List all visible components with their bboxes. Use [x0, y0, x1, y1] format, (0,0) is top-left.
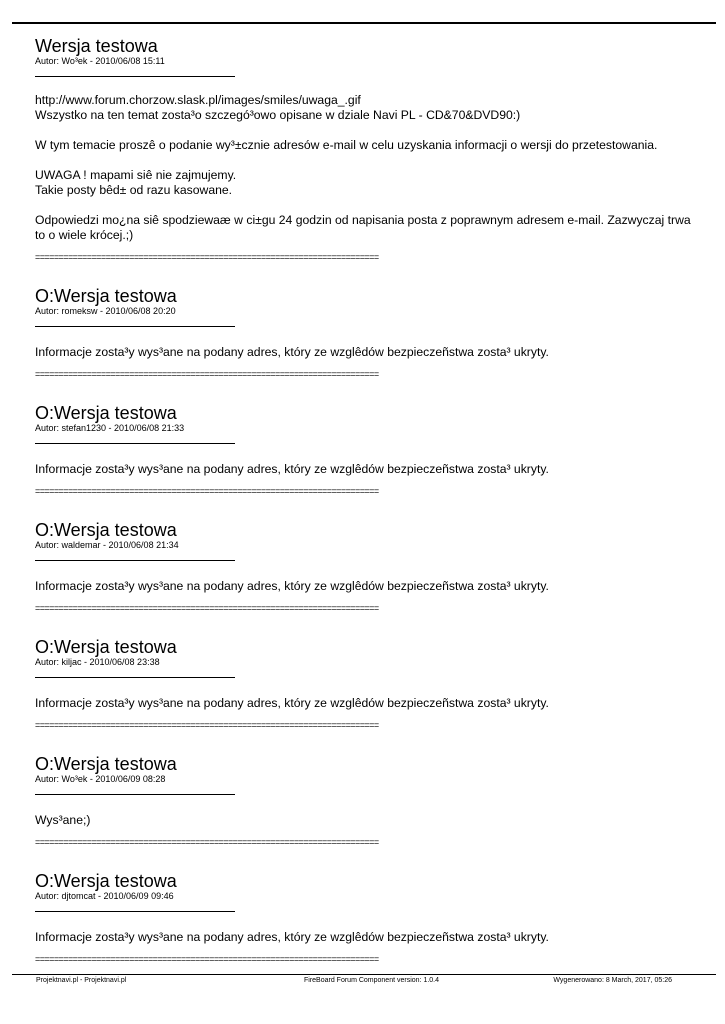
- post-separator: =========================================================================: [35, 486, 379, 496]
- forum-post: [35, 754, 695, 847]
- meta-divider: [35, 76, 235, 77]
- post-body: [35, 813, 695, 828]
- meta-divider: [35, 326, 235, 327]
- meta-divider: [35, 911, 235, 912]
- post-author-date: Autor: Wo³ek - 2010/06/08 15:11: [35, 56, 165, 66]
- post-separator: =========================================================================: [35, 720, 379, 730]
- post-paragraph: Odpowiedzi mo¿na siê spodziewaæ w ci±gu 24 godzin od napisania posta z poprawnym adresem e-mail. Zazwyczaj trwa to o wiele krócej.;): [35, 213, 691, 242]
- post-author-date: Autor: romeksw - 2010/06/08 20:20: [35, 306, 176, 316]
- post-separator: =========================================================================: [35, 252, 379, 262]
- footer-component-version: FireBoard Forum Component version: 1.0.4: [304, 977, 440, 984]
- forum-post: [35, 520, 695, 613]
- post-separator: =========================================================================: [35, 837, 379, 847]
- post-title: O:Wersja testowa: [35, 286, 177, 306]
- post-paragraph: Informacje zosta³y wys³ane na podany adres, który ze wzglêdów bezpieczeñstwa zosta³ ukryty.: [35, 345, 549, 359]
- header-rule: [12, 22, 716, 24]
- post-body: [35, 696, 695, 711]
- forum-post: [35, 637, 695, 730]
- footer-site: Projektnavi.pl - Projektnavi.pl: [36, 977, 127, 984]
- post-title: Wersja testowa: [35, 36, 158, 56]
- footer-generated-date: Wygenerowano: 8 March, 2017, 05:26: [553, 977, 672, 984]
- post-body: [35, 345, 695, 360]
- post-paragraph: UWAGA ! mapami siê nie zajmujemy. Takie posty bêd± od razu kasowane.: [35, 168, 237, 197]
- post-separator: =========================================================================: [35, 954, 379, 964]
- post-author-date: Autor: waldemar - 2010/06/08 21:34: [35, 540, 179, 550]
- forum-post: [35, 286, 695, 379]
- post-author-date: Autor: Wo³ek - 2010/06/09 08:28: [35, 774, 166, 784]
- post-paragraph: Informacje zosta³y wys³ane na podany adres, który ze wzglêdów bezpieczeñstwa zosta³ ukryty.: [35, 930, 549, 944]
- post-title: O:Wersja testowa: [35, 637, 177, 657]
- meta-divider: [35, 794, 235, 795]
- meta-divider: [35, 677, 235, 678]
- post-author-date: Autor: stefan1230 - 2010/06/08 21:33: [35, 423, 185, 433]
- footer-rule: [12, 974, 716, 975]
- post-paragraph: http://www.forum.chorzow.slask.pl/images/smiles/uwaga_.gif Wszystko na ten temat zosta³o szczegó³owo opisane w dziale Navi PL - CD&70&DVD90:): [35, 93, 521, 122]
- post-list: [35, 36, 695, 964]
- post-title: O:Wersja testowa: [35, 403, 177, 423]
- post-body: [35, 579, 695, 594]
- post-body: [35, 462, 695, 477]
- post-body: [35, 93, 695, 243]
- post-body: [35, 930, 695, 945]
- forum-post: [35, 403, 695, 496]
- post-paragraph: Informacje zosta³y wys³ane na podany adres, który ze wzglêdów bezpieczeñstwa zosta³ ukryty.: [35, 579, 549, 593]
- post-separator: =========================================================================: [35, 369, 379, 379]
- forum-post: [35, 871, 695, 964]
- post-author-date: Autor: djtomcat - 2010/06/09 09:46: [35, 891, 174, 901]
- post-paragraph: W tym temacie proszê o podanie wy³±cznie adresów e-mail w celu uzyskania informacji o wersji do przetestowania.: [35, 138, 658, 152]
- meta-divider: [35, 443, 235, 444]
- post-paragraph: Wys³ane;): [35, 813, 91, 827]
- post-title: O:Wersja testowa: [35, 871, 177, 891]
- post-title: O:Wersja testowa: [35, 754, 177, 774]
- post-separator: =========================================================================: [35, 603, 379, 613]
- post-author-date: Autor: kiljac - 2010/06/08 23:38: [35, 657, 160, 667]
- post-paragraph: Informacje zosta³y wys³ane na podany adres, który ze wzglêdów bezpieczeñstwa zosta³ ukryty.: [35, 462, 549, 476]
- meta-divider: [35, 560, 235, 561]
- forum-post: [35, 36, 695, 262]
- post-title: O:Wersja testowa: [35, 520, 177, 540]
- post-paragraph: Informacje zosta³y wys³ane na podany adres, który ze wzglêdów bezpieczeñstwa zosta³ ukryty.: [35, 696, 549, 710]
